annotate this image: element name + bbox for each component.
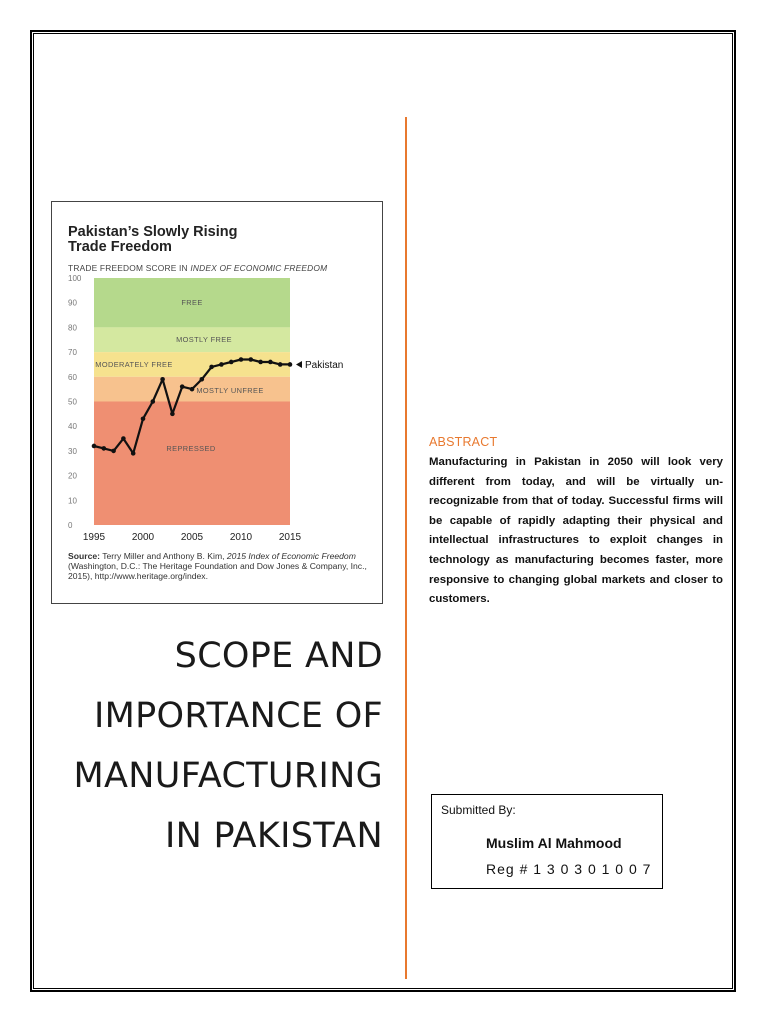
x-tick-label: 2010 xyxy=(229,532,253,543)
y-tick-label: 20 xyxy=(68,471,77,481)
data-point xyxy=(278,362,283,367)
title-line-1: SCOPE AND xyxy=(174,636,383,676)
title-line-3: MANUFACTURING xyxy=(73,756,383,796)
registration-number: Reg # 1 3 0 3 0 1 0 0 7 xyxy=(486,861,652,877)
y-tick-label: 0 xyxy=(68,521,73,530)
abstract-body: Manufacturing in Pakistan in 2050 will look very different from today, and will be virtually un-recognizable from that of today. Successful firms will be capable of rapidly adapting their physical and intellectual infrastructures to exploit changes in technology as manufacturing becomes faster, more responsive to changing global markets and closer to customers. xyxy=(429,456,723,606)
trade-freedom-line-chart xyxy=(52,202,382,603)
data-point xyxy=(239,357,244,362)
chart-title-line-1: Pakistan’s Slowly Rising xyxy=(68,224,238,240)
y-tick-label: 30 xyxy=(68,446,77,456)
data-point xyxy=(190,387,195,392)
data-point xyxy=(151,399,156,404)
source-label: Source: xyxy=(68,551,100,561)
series-label-arrow-icon xyxy=(296,361,302,368)
band-label-mostly-unfree: MOSTLY UNFREE xyxy=(196,385,264,395)
data-point xyxy=(180,384,185,389)
data-point xyxy=(141,416,146,421)
chart-subtitle-prefix: TRADE FREEDOM SCORE IN xyxy=(68,263,191,273)
y-tick-label: 50 xyxy=(68,397,77,407)
y-tick-label: 60 xyxy=(68,372,77,382)
band-label-free: FREE xyxy=(181,298,203,308)
x-tick-label: 2000 xyxy=(131,532,155,543)
data-point xyxy=(209,365,214,370)
y-tick-label: 90 xyxy=(68,298,77,308)
chart-figure xyxy=(51,201,383,604)
y-tick-label: 40 xyxy=(68,422,77,432)
source-text-2: (Washington, D.C.: The Heritage Foundation and Dow Jones & Company, Inc., 2015), http://www.heritage.org/index. xyxy=(68,561,367,581)
data-point xyxy=(258,360,263,365)
data-point xyxy=(111,449,116,454)
band-label-repressed: REPRESSED xyxy=(166,443,216,453)
data-point xyxy=(131,451,136,456)
data-point xyxy=(219,362,224,367)
data-point xyxy=(92,444,97,449)
data-point xyxy=(288,362,293,367)
chart-source xyxy=(68,551,368,581)
source-italic: 2015 Index of Economic Freedom xyxy=(226,551,356,561)
series-label-pakistan: Pakistan xyxy=(305,359,344,371)
data-point xyxy=(160,377,165,382)
x-tick-label: 1995 xyxy=(82,532,106,543)
abstract-heading: ABSTRACT xyxy=(429,435,498,449)
band-repressed xyxy=(94,402,290,526)
title-line-4: IN PAKISTAN xyxy=(164,816,383,856)
chart-title-line-2: Trade Freedom xyxy=(68,239,172,255)
y-tick-label: 70 xyxy=(68,348,77,358)
band-label-moderately-free: MODERATELY FREE xyxy=(95,359,173,369)
band-label-mostly-free: MOSTLY FREE xyxy=(176,335,232,345)
submission-box xyxy=(431,794,663,889)
data-point xyxy=(249,357,254,362)
author-name: Muslim Al Mahmood xyxy=(486,835,622,851)
x-tick-label: 2005 xyxy=(180,532,204,543)
data-point xyxy=(229,360,234,365)
data-point xyxy=(121,436,126,441)
data-point xyxy=(102,446,107,451)
data-point xyxy=(200,377,205,382)
y-tick-label: 10 xyxy=(68,496,77,506)
title-line-2: IMPORTANCE OF xyxy=(94,696,383,736)
submitted-by-label: Submitted By: xyxy=(441,803,516,817)
data-point xyxy=(268,360,273,365)
orange-divider-line xyxy=(405,117,407,979)
data-point xyxy=(170,412,175,417)
chart-subtitle-italic: INDEX OF ECONOMIC FREEDOM xyxy=(190,263,328,273)
source-text-1: Terry Miller and Anthony B. Kim, xyxy=(100,551,227,561)
document-title xyxy=(74,626,383,866)
x-tick-label: 2015 xyxy=(278,532,302,543)
y-tick-label: 80 xyxy=(68,323,77,333)
y-tick-label: 100 xyxy=(68,274,82,283)
